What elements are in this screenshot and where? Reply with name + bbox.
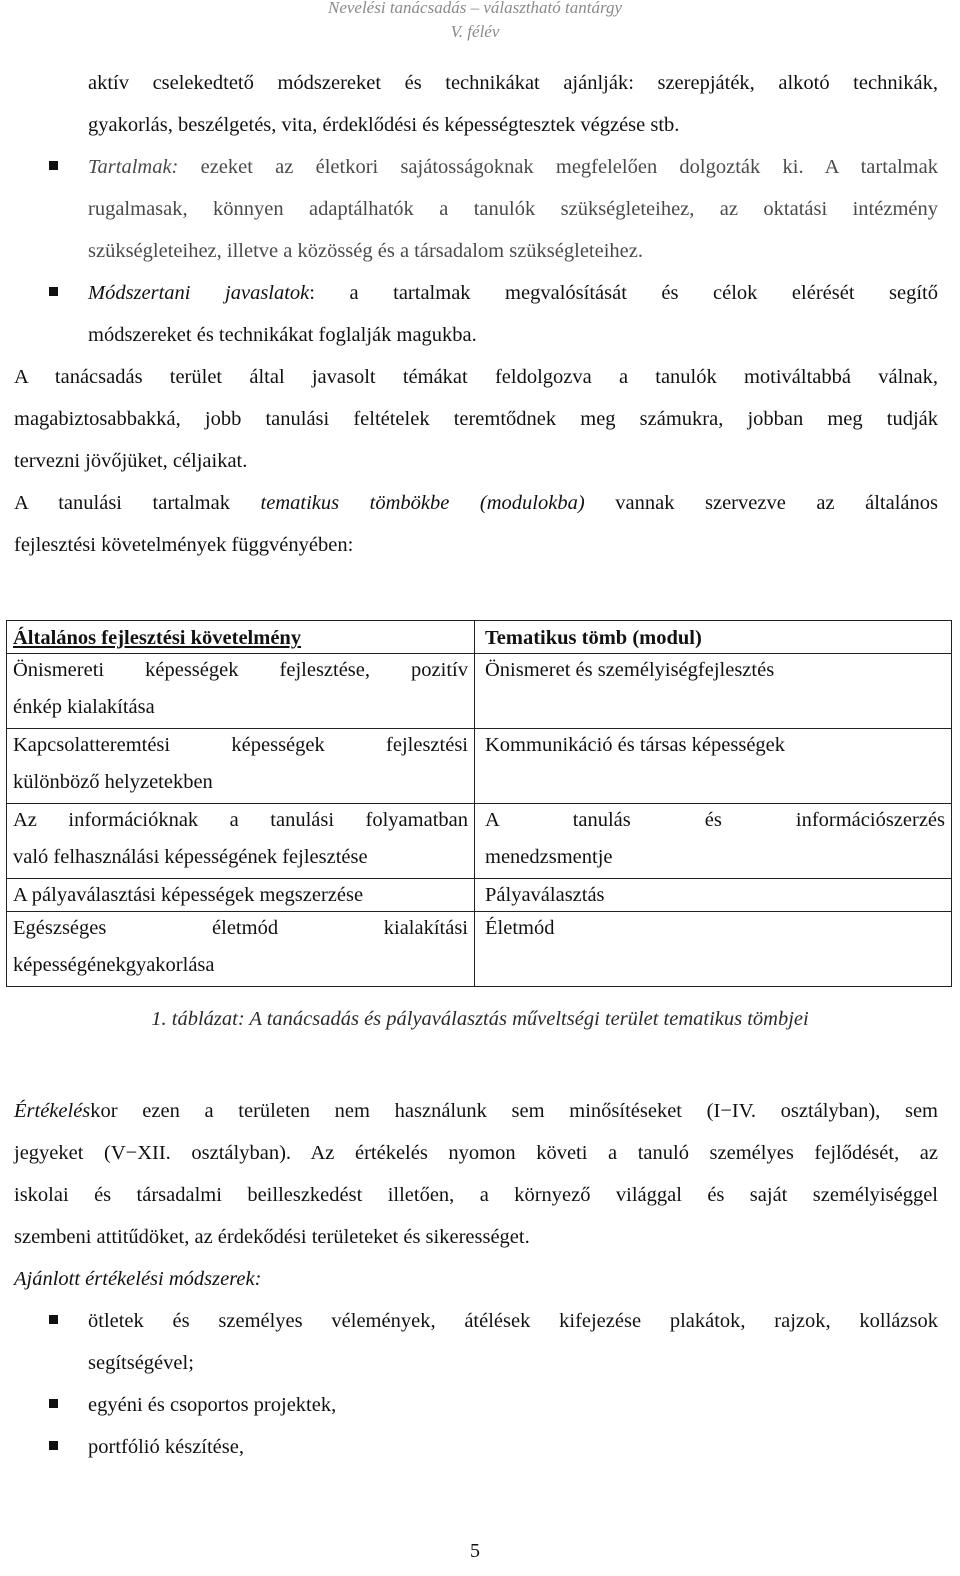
cell-line: Kapcsolatteremtési képességek fejlesztési bbox=[13, 734, 468, 756]
text-line: módszereket és technikákat foglalják magukba. bbox=[88, 324, 477, 346]
text-line: portfólió készítése, bbox=[88, 1436, 244, 1458]
text-span: A tartalmak bbox=[824, 156, 938, 178]
evaluation-paragraph bbox=[14, 1090, 938, 1258]
table-header-cell: Tematikus tömb (modul) bbox=[475, 621, 952, 654]
text-line bbox=[14, 1132, 938, 1174]
table-header-cell: Általános fejlesztési követelmény bbox=[7, 621, 475, 654]
list-item-otletek bbox=[88, 1300, 938, 1384]
table-cell bbox=[475, 729, 952, 804]
table-cell bbox=[7, 654, 475, 729]
bullet-square-icon bbox=[49, 1441, 58, 1450]
text-span: A tanulási tartalmak bbox=[14, 492, 261, 514]
text-line bbox=[14, 482, 938, 524]
text-line: aktív cselekedtető módszereket és technikákat ajánlják: szerepjáték, alkotó technikák, bbox=[88, 72, 938, 94]
header-semester: V. félév bbox=[450, 22, 500, 41]
text-line: segítségével; bbox=[88, 1352, 194, 1374]
table-cell bbox=[7, 729, 475, 804]
table-row bbox=[7, 804, 952, 879]
cell-line: A tanulás és információszerzés bbox=[485, 809, 945, 831]
text-line bbox=[14, 1090, 938, 1132]
text-line: tervezni jövőjüket, céljaikat. bbox=[14, 450, 248, 472]
methods-paragraph bbox=[88, 62, 938, 146]
table-cell bbox=[475, 879, 952, 912]
text-span: Ajánlott értékelési módszerek: bbox=[14, 1268, 262, 1290]
cell-line: Önismereti képességek fejlesztése, pozitív bbox=[13, 659, 468, 681]
table-header-row bbox=[7, 621, 952, 654]
text-span: vannak szervezve az általános bbox=[584, 492, 938, 514]
text-span: kor ezen a területen nem használunk sem minősítéseket (I−IV. osztályban), sem bbox=[90, 1100, 938, 1122]
table-row bbox=[7, 729, 952, 804]
modules-paragraph bbox=[14, 482, 938, 566]
cell-line: különböző helyzetekben bbox=[13, 771, 213, 793]
table-caption: 1. táblázat: A tanácsadás és pályaválasztás műveltségi terület tematikus tömbjei bbox=[151, 1008, 809, 1030]
bullet-square-icon bbox=[49, 161, 58, 170]
methods-heading bbox=[14, 1258, 938, 1300]
cell-line: képességénekgyakorlása bbox=[13, 954, 215, 976]
text-line: ötletek és személyes vélemények, átélések kifejezése plakátok, rajzok, kollázsok bbox=[88, 1310, 938, 1332]
text-line bbox=[88, 272, 938, 314]
cell-line: Kommunikáció és társas képességek bbox=[485, 734, 786, 756]
table-cell bbox=[475, 804, 952, 879]
text-line: szembeni attitűdöket, az érdekődési területeket és sikerességet. bbox=[14, 1226, 530, 1248]
term-ertekeles: Értékelés bbox=[14, 1100, 91, 1122]
cell-line: Pályaválasztás bbox=[485, 884, 605, 906]
page-number: 5 bbox=[470, 1540, 480, 1562]
text-line: fejlesztési követelmények függvényében: bbox=[14, 534, 354, 556]
cell-line: Életmód bbox=[485, 917, 555, 939]
body-text-top bbox=[14, 62, 938, 566]
text-span: ezeket az életkori sajátosságoknak megfelelően dolgozták ki. bbox=[178, 156, 825, 178]
list-item-projektek bbox=[88, 1384, 938, 1426]
header-course-title: Nevelési tanácsadás – választható tantárgy bbox=[327, 0, 622, 17]
cell-line: való felhasználási képességének fejlesztése bbox=[13, 846, 368, 868]
table-cell bbox=[7, 804, 475, 879]
bullet-square-icon bbox=[49, 1315, 58, 1324]
text-line: egyéni és csoportos projektek, bbox=[88, 1394, 337, 1416]
term-tartalmak: Tartalmak: bbox=[88, 156, 179, 178]
bullet-square-icon bbox=[49, 287, 58, 296]
bullet-square-icon bbox=[49, 1399, 58, 1408]
text-line: gyakorlás, beszélgetés, vita, érdeklődési és képességtesztek végzése stb. bbox=[88, 114, 680, 136]
text-line: magabiztosabbakká, jobb tanulási feltételek teremtődnek meg számukra, jobban meg tudják bbox=[14, 408, 938, 430]
text-line: A tanácsadás terület által javasolt témákat feldolgozva a tanulók motiváltabbá válnak, bbox=[14, 366, 938, 388]
text-line: iskolai és társadalmi beilleszkedést illetően, a környező világgal és saját személyiséggel bbox=[14, 1184, 938, 1206]
cell-line: menedzsmentje bbox=[485, 846, 613, 868]
term-modszertani: Módszertani javaslatok bbox=[88, 282, 310, 304]
table-cell bbox=[7, 912, 475, 987]
text-span: Az értékelés nyomon követi a tanuló személyes fejlődését, az bbox=[310, 1142, 938, 1164]
cell-line: Önismeret és személyiségfejlesztés bbox=[485, 659, 775, 681]
list-item-tartalmak bbox=[88, 146, 938, 272]
term-tematikus: tematikus tömbökbe (modulokba) bbox=[260, 492, 585, 514]
cell-line: énkép kialakítása bbox=[13, 696, 155, 718]
list-item-modszertani bbox=[88, 272, 938, 356]
list-item-portfolio bbox=[88, 1426, 938, 1468]
table-row bbox=[7, 879, 952, 912]
text-span: : a tartalmak megvalósítását és célok elérését segítő bbox=[309, 282, 939, 304]
table-row bbox=[7, 912, 952, 987]
text-line: rugalmasak, könnyen adaptálhatók a tanulók szükségleteihez, az oktatási intézmény bbox=[88, 198, 938, 220]
table-cell bbox=[475, 912, 952, 987]
cell-line: Az információknak a tanulási folyamatban bbox=[13, 809, 468, 831]
body-text-bottom bbox=[14, 1090, 938, 1468]
cell-line: A pályaválasztási képességek megszerzése bbox=[13, 884, 364, 906]
modules-table bbox=[6, 620, 952, 987]
text-line bbox=[88, 146, 938, 188]
text-span: jegyeket (V−XII. osztályban). bbox=[14, 1142, 311, 1164]
cell-line: Egészséges életmód kialakítási bbox=[13, 917, 468, 939]
table-cell bbox=[475, 654, 952, 729]
text-line: szükségleteihez, illetve a közösség és a társadalom szükségleteihez. bbox=[88, 240, 643, 262]
table-row bbox=[7, 654, 952, 729]
motivation-paragraph bbox=[14, 356, 938, 482]
table-cell bbox=[7, 879, 475, 912]
